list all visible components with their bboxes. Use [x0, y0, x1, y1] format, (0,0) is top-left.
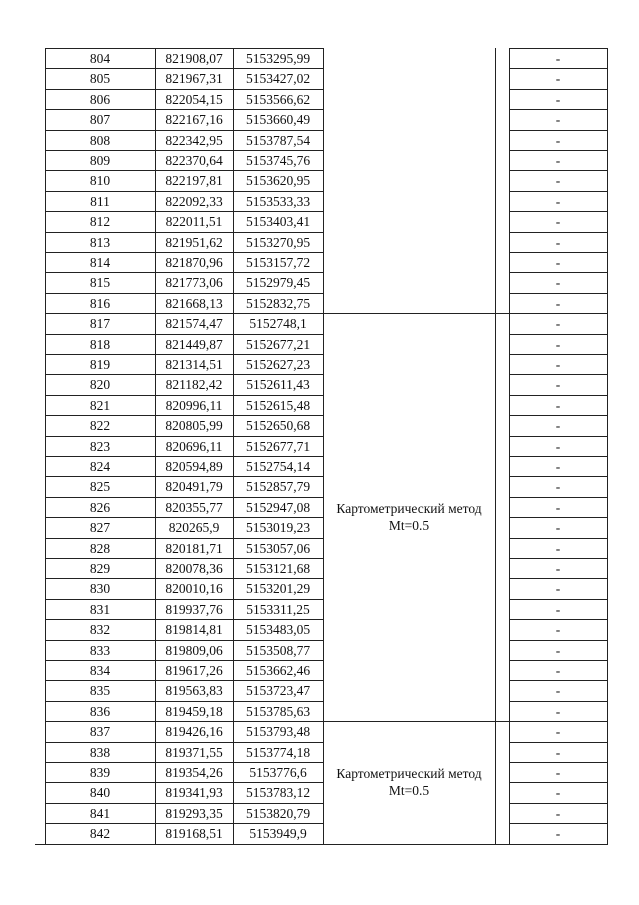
y-coordinate-cell: 5152650,68 [245, 418, 311, 433]
x-coordinate-cell: 822054,15 [165, 92, 223, 107]
y-coordinate-cell: 5152677,71 [245, 439, 311, 454]
row-line [35, 844, 608, 845]
y-coordinate-cell: 5152754,14 [245, 459, 311, 474]
point-number-cell: 818 [89, 337, 111, 352]
column-line [323, 48, 324, 845]
method-label [323, 765, 495, 799]
y-coordinate-cell: 5152611,43 [246, 377, 310, 392]
x-coordinate-cell: 821773,06 [165, 275, 223, 290]
value-cell: - [555, 683, 561, 698]
value-cell: - [555, 459, 561, 474]
y-coordinate-cell: 5153787,54 [245, 133, 311, 148]
x-coordinate-cell: 821314,51 [165, 357, 223, 372]
point-number-cell: 819 [89, 357, 111, 372]
method-accuracy: Mt=0.5 [388, 783, 430, 798]
value-cell: - [555, 398, 561, 413]
point-number-cell: 813 [89, 235, 111, 250]
x-coordinate-cell: 822092,33 [165, 194, 223, 209]
x-coordinate-cell: 819937,76 [165, 602, 223, 617]
x-coordinate-cell: 820010,16 [165, 581, 223, 596]
x-coordinate-cell: 821967,31 [165, 71, 223, 86]
value-cell: - [555, 194, 561, 209]
point-number-cell: 835 [89, 683, 111, 698]
value-cell: - [555, 785, 561, 800]
point-number-cell: 840 [89, 785, 111, 800]
y-coordinate-cell: 5153157,72 [245, 255, 311, 270]
value-cell: - [555, 275, 561, 290]
method-name: Картометрический метод [336, 501, 482, 516]
x-coordinate-cell: 819168,51 [165, 826, 223, 841]
method-name: Картометрический метод [336, 766, 482, 781]
y-coordinate-cell: 5153660,49 [245, 112, 311, 127]
value-cell: - [555, 704, 561, 719]
point-number-cell: 828 [89, 541, 111, 556]
x-coordinate-cell: 821870,96 [165, 255, 223, 270]
point-number-cell: 842 [89, 826, 111, 841]
x-coordinate-cell: 819459,18 [165, 704, 223, 719]
point-number-cell: 830 [89, 581, 111, 596]
value-cell: - [555, 581, 561, 596]
value-cell: - [555, 622, 561, 637]
y-coordinate-cell: 5153774,18 [245, 745, 311, 760]
x-coordinate-cell: 819563,83 [165, 683, 223, 698]
value-cell: - [555, 255, 561, 270]
y-coordinate-cell: 5153270,95 [245, 235, 311, 250]
x-coordinate-cell: 822011,51 [165, 214, 223, 229]
x-coordinate-cell: 820996,11 [165, 398, 223, 413]
x-coordinate-cell: 820491,79 [165, 479, 223, 494]
point-number-cell: 815 [89, 275, 111, 290]
y-coordinate-cell: 5153403,41 [245, 214, 311, 229]
value-cell: - [555, 765, 561, 780]
x-coordinate-cell: 819293,35 [165, 806, 223, 821]
value-cell: - [555, 520, 561, 535]
point-number-cell: 804 [89, 51, 111, 66]
value-cell: - [555, 337, 561, 352]
point-number-cell: 823 [89, 439, 111, 454]
x-coordinate-cell: 821574,47 [165, 316, 223, 331]
point-number-cell: 824 [89, 459, 111, 474]
x-coordinate-cell: 819617,26 [165, 663, 223, 678]
point-number-cell: 825 [89, 479, 111, 494]
value-cell: - [555, 112, 561, 127]
x-coordinate-cell: 821668,13 [165, 296, 223, 311]
point-number-cell: 811 [90, 194, 110, 209]
point-number-cell: 817 [89, 316, 111, 331]
y-coordinate-cell: 5153820,79 [245, 806, 311, 821]
value-cell: - [555, 153, 561, 168]
value-cell: - [555, 479, 561, 494]
y-coordinate-cell: 5152748,1 [249, 316, 307, 331]
y-coordinate-cell: 5153057,06 [245, 541, 311, 556]
y-coordinate-cell: 5153427,02 [245, 71, 311, 86]
y-coordinate-cell: 5153508,77 [245, 643, 311, 658]
value-cell: - [555, 745, 561, 760]
point-number-cell: 820 [89, 377, 111, 392]
x-coordinate-cell: 821182,42 [165, 377, 223, 392]
y-coordinate-cell: 5152677,21 [245, 337, 311, 352]
x-coordinate-cell: 819354,26 [165, 765, 223, 780]
point-number-cell: 836 [89, 704, 111, 719]
point-number-cell: 809 [89, 153, 111, 168]
y-coordinate-cell: 5153793,48 [245, 724, 311, 739]
x-coordinate-cell: 822197,81 [165, 173, 223, 188]
column-line [495, 48, 496, 845]
x-coordinate-cell: 822167,16 [165, 112, 223, 127]
point-number-cell: 822 [89, 418, 111, 433]
y-coordinate-cell: 5153533,33 [245, 194, 311, 209]
y-coordinate-cell: 5152979,45 [245, 275, 311, 290]
x-coordinate-cell: 821449,87 [165, 337, 223, 352]
value-cell: - [555, 826, 561, 841]
y-coordinate-cell: 5152947,08 [245, 500, 311, 515]
value-cell: - [555, 214, 561, 229]
point-number-cell: 839 [89, 765, 111, 780]
x-coordinate-cell: 820355,77 [165, 500, 223, 515]
value-cell: - [555, 235, 561, 250]
y-coordinate-cell: 5152857,79 [245, 479, 311, 494]
x-coordinate-cell: 820696,11 [165, 439, 223, 454]
x-coordinate-cell: 819371,55 [165, 745, 223, 760]
value-cell: - [555, 418, 561, 433]
y-coordinate-cell: 5153662,46 [245, 663, 311, 678]
x-coordinate-cell: 821951,62 [165, 235, 223, 250]
y-coordinate-cell: 5153311,25 [246, 602, 310, 617]
value-cell: - [555, 173, 561, 188]
method-label [323, 500, 495, 534]
y-coordinate-cell: 5153019,23 [245, 520, 311, 535]
y-coordinate-cell: 5153201,29 [245, 581, 311, 596]
x-coordinate-cell: 819426,16 [165, 724, 223, 739]
x-coordinate-cell: 819341,93 [165, 785, 223, 800]
point-number-cell: 841 [89, 806, 111, 821]
value-cell: - [555, 500, 561, 515]
x-coordinate-cell: 820078,36 [165, 561, 223, 576]
y-coordinate-cell: 5153745,76 [245, 153, 311, 168]
y-coordinate-cell: 5153776,6 [249, 765, 307, 780]
y-coordinate-cell: 5153483,05 [245, 622, 311, 637]
y-coordinate-cell: 5152627,23 [245, 357, 311, 372]
value-cell: - [555, 71, 561, 86]
y-coordinate-cell: 5153723,47 [245, 683, 311, 698]
x-coordinate-cell: 820805,99 [165, 418, 223, 433]
y-coordinate-cell: 5153566,62 [245, 92, 311, 107]
x-coordinate-cell: 820181,71 [165, 541, 223, 556]
point-number-cell: 808 [89, 133, 111, 148]
value-cell: - [555, 439, 561, 454]
point-number-cell: 812 [89, 214, 111, 229]
point-number-cell: 806 [89, 92, 111, 107]
y-coordinate-cell: 5153785,63 [245, 704, 311, 719]
value-cell: - [555, 296, 561, 311]
point-number-cell: 816 [89, 296, 111, 311]
value-cell: - [555, 92, 561, 107]
point-number-cell: 831 [89, 602, 111, 617]
value-cell: - [555, 602, 561, 617]
x-coordinate-cell: 822370,64 [165, 153, 223, 168]
value-cell: - [555, 357, 561, 372]
point-number-cell: 833 [89, 643, 111, 658]
value-cell: - [555, 316, 561, 331]
x-coordinate-cell: 820594,89 [165, 459, 223, 474]
x-coordinate-cell: 822342,95 [165, 133, 223, 148]
value-cell: - [555, 724, 561, 739]
value-cell: - [555, 51, 561, 66]
column-line [607, 48, 608, 845]
point-number-cell: 805 [89, 71, 111, 86]
y-coordinate-cell: 5153949,9 [249, 826, 307, 841]
value-cell: - [555, 133, 561, 148]
value-cell: - [555, 643, 561, 658]
y-coordinate-cell: 5153783,12 [245, 785, 311, 800]
point-number-cell: 837 [89, 724, 111, 739]
y-coordinate-cell: 5153295,99 [245, 51, 311, 66]
point-number-cell: 814 [89, 255, 111, 270]
value-cell: - [555, 663, 561, 678]
point-number-cell: 829 [89, 561, 111, 576]
point-number-cell: 821 [89, 398, 111, 413]
y-coordinate-cell: 5152832,75 [245, 296, 311, 311]
y-coordinate-cell: 5153121,68 [245, 561, 311, 576]
method-accuracy: Mt=0.5 [388, 518, 430, 533]
y-coordinate-cell: 5152615,48 [245, 398, 311, 413]
point-number-cell: 807 [89, 112, 111, 127]
point-number-cell: 834 [89, 663, 111, 678]
x-coordinate-cell: 820265,9 [168, 520, 220, 535]
x-coordinate-cell: 821908,07 [165, 51, 223, 66]
x-coordinate-cell: 819814,81 [165, 622, 223, 637]
value-cell: - [555, 541, 561, 556]
point-number-cell: 838 [89, 745, 111, 760]
point-number-cell: 826 [89, 500, 111, 515]
y-coordinate-cell: 5153620,95 [245, 173, 311, 188]
x-coordinate-cell: 819809,06 [165, 643, 223, 658]
point-number-cell: 832 [89, 622, 111, 637]
value-cell: - [555, 377, 561, 392]
point-number-cell: 827 [89, 520, 111, 535]
value-cell: - [555, 561, 561, 576]
point-number-cell: 810 [89, 173, 111, 188]
value-cell: - [555, 806, 561, 821]
